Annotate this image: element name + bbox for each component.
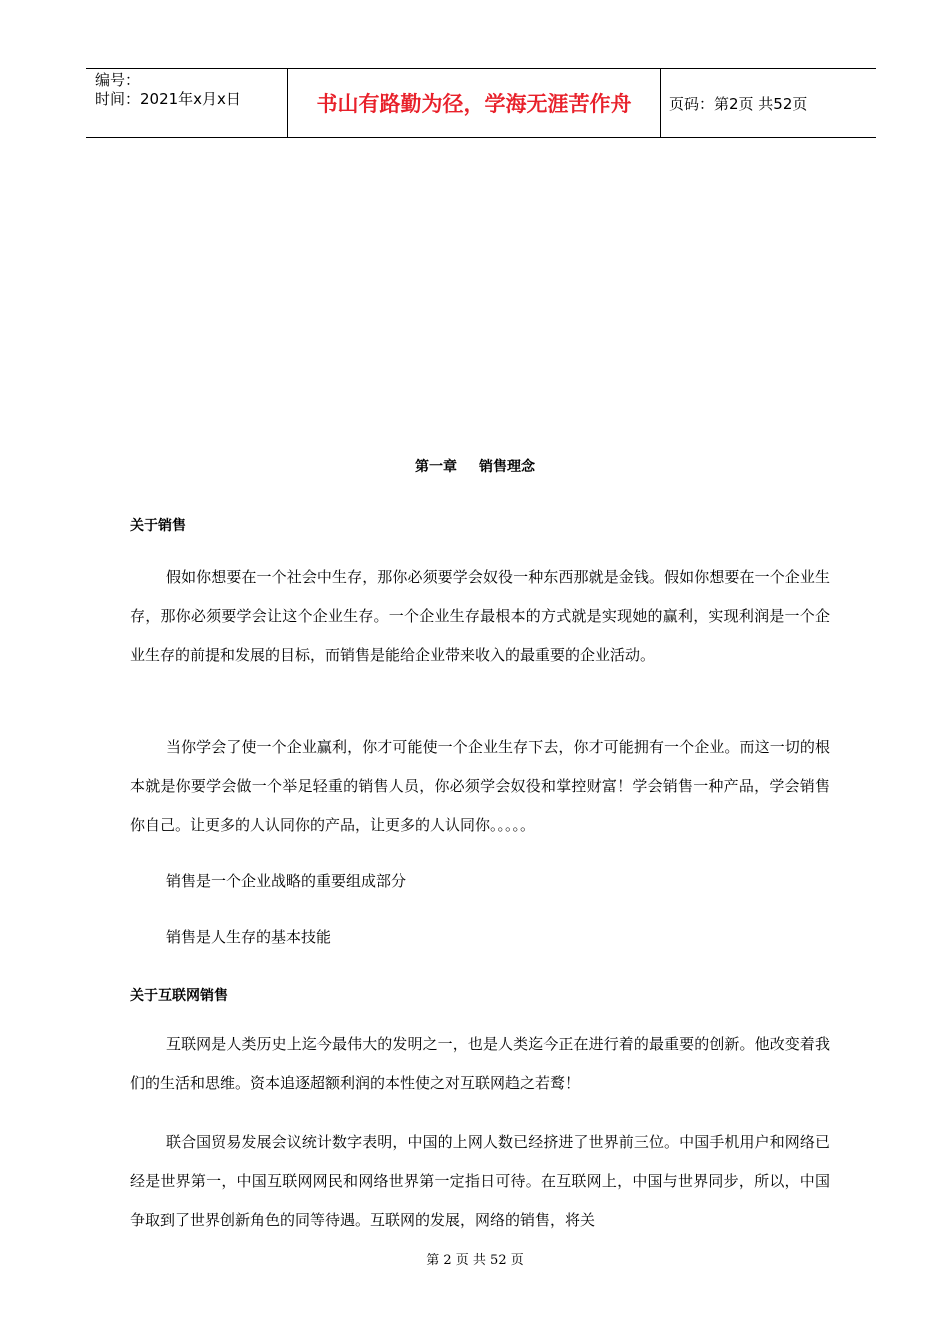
page-footer: 第 2 页 共 52 页 (426, 1253, 524, 1268)
header-motto: 书山有路勤为径，学海无涯苦作舟 (287, 69, 661, 137)
chapter-number: 第一章 (415, 459, 457, 475)
statement-strategy: 销售是一个企业战略的重要组成部分 (166, 872, 407, 890)
number-label: 编号： (95, 71, 141, 89)
time-label: 时间：2021年x月x日 (95, 90, 241, 108)
page-header (86, 68, 876, 138)
paragraph-sales-2: 当你学会了使一个企业赢利，你才可能使一个企业生存下去，你才可能拥有一个企业。而这一切的根本就是你要学会做一个举足轻重的销售人员，你必须学会奴役和掌控财富！学会销售一种产品，学会销售你自己。让更多的人认同你的产品，让更多的人认同你。。。。。 (130, 738, 830, 834)
paragraph-internet-1: 互联网是人类历史上迄今最伟大的发明之一，也是人类迄今正在进行着的最重要的创新。他改变着我们的生活和思维。资本追逐超额利润的本性使之对互联网趋之若鹜！ (130, 1035, 830, 1092)
section-heading-sales: 关于销售 (130, 518, 186, 534)
chapter-name: 销售理念 (479, 459, 535, 475)
paragraph-internet-2: 联合国贸易发展会议统计数字表明，中国的上网人数已经挤进了世界前三位。中国手机用户和网络已经是世界第一，中国互联网网民和网络世界第一定指日可待。在互联网上，中国与世界同步，所以，中国争取到了世界创新角色的同等待遇。互联网的发展，网络的销售，将关 (130, 1133, 830, 1229)
section-heading-internet: 关于互联网销售 (130, 988, 228, 1004)
header-page-label: 页码：第2页 共52页 (669, 94, 808, 113)
statement-skill: 销售是人生存的基本技能 (166, 928, 332, 946)
chapter-title (0, 456, 950, 476)
paragraph-sales-1: 假如你想要在一个社会中生存，那你必须要学会奴役一种东西那就是金钱。假如你想要在一个企业生存，那你必须要学会让这个企业生存。一个企业生存最根本的方式就是实现她的赢利，实现利润是一个企业生存的前提和发展的目标，而销售是能给企业带来收入的最重要的企业活动。 (130, 568, 830, 664)
header-meta (86, 69, 287, 137)
